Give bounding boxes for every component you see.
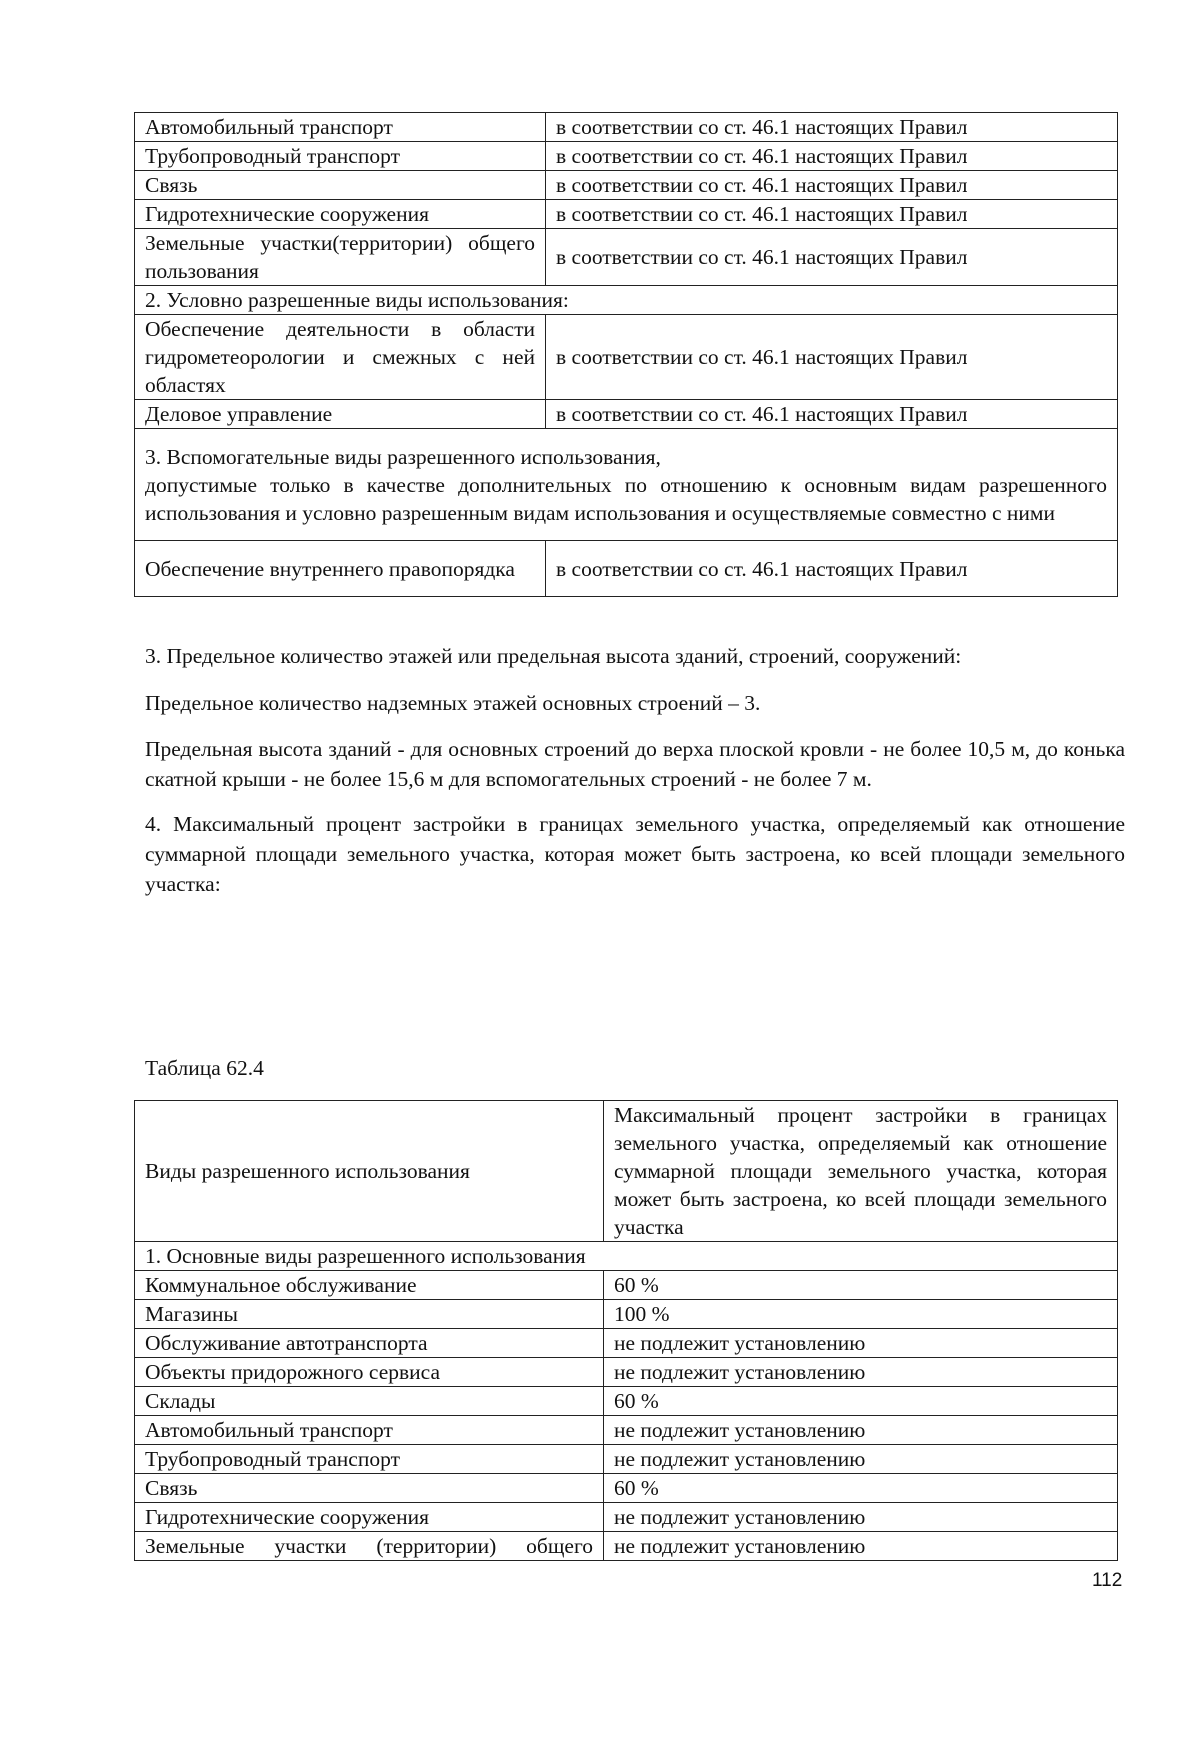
use-type-cell: Склады [135, 1387, 604, 1416]
use-type-cell: Гидротехнические сооружения [135, 1503, 604, 1532]
use-type-cell: Земельные участки(территории) общего пользования [135, 229, 546, 286]
coverage-cell: не подлежит установлению [604, 1503, 1118, 1532]
parameter-cell: в соответствии со ст. 46.1 настоящих Правил [546, 229, 1118, 286]
use-type-cell: Автомобильный транспорт [135, 113, 546, 142]
table-row [135, 200, 1118, 229]
use-type-cell: Связь [135, 1474, 604, 1503]
table-row [135, 113, 1118, 142]
table-caption: Таблица 62.4 [145, 1056, 264, 1080]
column-header: Виды разрешенного использования [135, 1101, 604, 1242]
paragraph-floor-limit: Предельное количество надземных этажей основных строений – 3. [145, 691, 761, 715]
table-row [135, 541, 1118, 597]
table-row [135, 315, 1118, 400]
use-type-cell: Земельные участки (территории) общего [135, 1532, 604, 1561]
coverage-cell: не подлежит установлению [604, 1329, 1118, 1358]
paragraph-max-coverage: 4. Максимальный процент застройки в границах земельного участка, определяемый как отношение суммарной площади земельного участка, которая может быть застроена, ко всей площади земельного участка: [145, 812, 1125, 896]
table-row [135, 1416, 1118, 1445]
section-heading: 1. Основные виды разрешенного использования [135, 1242, 1118, 1271]
parameter-cell: в соответствии со ст. 46.1 настоящих Правил [546, 200, 1118, 229]
table-row [135, 1300, 1118, 1329]
section-heading: 2. Условно разрешенные виды использования: [135, 286, 1118, 315]
use-type-cell: Обслуживание автотранспорта [135, 1329, 604, 1358]
table-row [135, 1532, 1118, 1561]
table-row [135, 1329, 1118, 1358]
table-row [135, 229, 1118, 286]
section-heading [135, 429, 1118, 541]
column-header: Максимальный процент застройки в границах земельного участка, определяемый как отношение суммарной площади земельного участка, которая может быть застроена, ко всей площади земельного участка [604, 1101, 1118, 1242]
page-number: 112 [1092, 1570, 1123, 1591]
coverage-cell: 60 % [604, 1271, 1118, 1300]
use-type-cell: Деловое управление [135, 400, 546, 429]
table-row [135, 142, 1118, 171]
coverage-cell: не подлежит установлению [604, 1358, 1118, 1387]
paragraph-height-limit: Предельная высота зданий - для основных строений до верха плоской кровли - не более 10,5 м, до конька скатной крыши - не более 15,6 м для вспомогательных строений - не более 7 м. [145, 737, 1125, 791]
use-type-cell: Коммунальное обслуживание [135, 1271, 604, 1300]
use-type-cell: Обеспечение деятельности в области гидрометеорологии и смежных с ней областях [135, 315, 546, 400]
parameter-cell: в соответствии со ст. 46.1 настоящих Правил [546, 541, 1118, 597]
table-row [135, 1387, 1118, 1416]
table-row [135, 1503, 1118, 1532]
table-row [135, 400, 1118, 429]
section-heading-line: 3. Вспомогательные виды разрешенного использования, [145, 444, 661, 469]
parameter-cell: в соответствии со ст. 46.1 настоящих Правил [546, 171, 1118, 200]
use-type-cell: Обеспечение внутреннего правопорядка [135, 541, 546, 597]
table-row [135, 1474, 1118, 1503]
coverage-cell: 60 % [604, 1474, 1118, 1503]
use-type-cell: Автомобильный транспорт [135, 1416, 604, 1445]
use-type-cell: Магазины [135, 1300, 604, 1329]
permitted-use-table [134, 112, 1118, 597]
use-type-cell: Трубопроводный транспорт [135, 142, 546, 171]
use-type-cell: Связь [135, 171, 546, 200]
table-row [135, 171, 1118, 200]
table-row [135, 1445, 1118, 1474]
table-section-row [135, 429, 1118, 541]
use-type-cell: Объекты придорожного сервиса [135, 1358, 604, 1387]
coverage-table [134, 1100, 1118, 1561]
parameter-cell: в соответствии со ст. 46.1 настоящих Правил [546, 315, 1118, 400]
table-row [135, 1271, 1118, 1300]
section-heading-description: допустимые только в качестве дополнительных по отношению к основным видам разрешенного использования и условно разрешенным видам использования и осуществляемые совместно с ними [145, 472, 1107, 525]
parameter-cell: в соответствии со ст. 46.1 настоящих Правил [546, 142, 1118, 171]
coverage-cell: не подлежит установлению [604, 1532, 1118, 1561]
coverage-cell: 100 % [604, 1300, 1118, 1329]
table-section-row [135, 286, 1118, 315]
parameter-cell: в соответствии со ст. 46.1 настоящих Правил [546, 400, 1118, 429]
coverage-cell: 60 % [604, 1387, 1118, 1416]
table-section-row [135, 1242, 1118, 1271]
coverage-cell: не подлежит установлению [604, 1445, 1118, 1474]
table-row [135, 1358, 1118, 1387]
parameter-cell: в соответствии со ст. 46.1 настоящих Правил [546, 113, 1118, 142]
coverage-cell: не подлежит установлению [604, 1416, 1118, 1445]
use-type-cell: Трубопроводный транспорт [135, 1445, 604, 1474]
use-type-cell: Гидротехнические сооружения [135, 200, 546, 229]
paragraph-floors-heading: 3. Предельное количество этажей или предельная высота зданий, строений, сооружений: [145, 644, 962, 668]
table-header-row [135, 1101, 1118, 1242]
